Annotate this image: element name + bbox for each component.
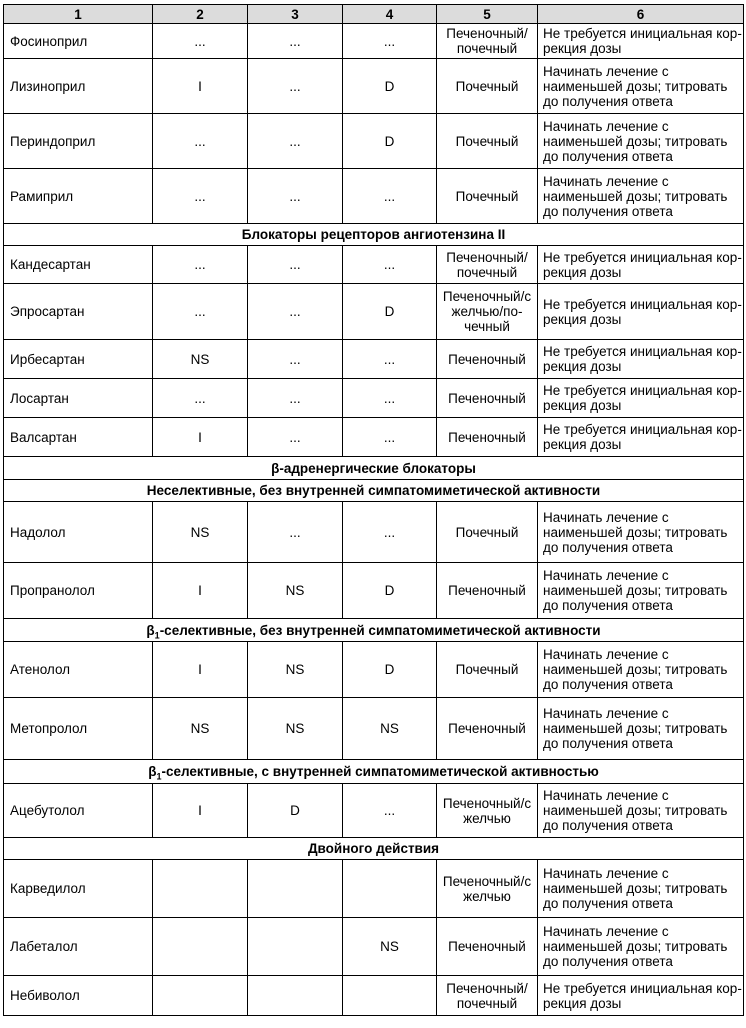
section-symbol: β bbox=[146, 622, 155, 638]
col3-cell: ... bbox=[248, 284, 343, 340]
section-title: Неселективные, без внутренней симпатомиметической активности bbox=[4, 480, 744, 502]
col3-cell: NS bbox=[248, 642, 343, 698]
col4-cell bbox=[343, 976, 437, 1016]
drug-name-cell: Рамиприл bbox=[4, 169, 153, 224]
col2-cell: ... bbox=[153, 284, 248, 340]
dosing-note-cell: Начинать лечение с наименьшей дозы; титровать до получения ответа bbox=[538, 860, 744, 918]
drug-name-cell: Ацебутолол bbox=[4, 784, 153, 838]
col3-cell: ... bbox=[248, 169, 343, 224]
col4-cell: ... bbox=[343, 169, 437, 224]
col2-cell: I bbox=[153, 784, 248, 838]
table-row bbox=[4, 502, 744, 563]
table-row bbox=[4, 698, 744, 760]
drug-name-cell: Кандесартан bbox=[4, 246, 153, 284]
col4-cell: ... bbox=[343, 418, 437, 457]
col4-cell: NS bbox=[343, 698, 437, 760]
col2-cell bbox=[153, 976, 248, 1016]
header-cell-1: 1 bbox=[4, 5, 153, 24]
table-row bbox=[4, 114, 744, 169]
col3-cell bbox=[248, 976, 343, 1016]
elimination-cell: Печеночный bbox=[437, 918, 538, 976]
table-body bbox=[4, 24, 744, 1016]
section-text: -селективные, с внутренней симпатомиметической активностью bbox=[161, 764, 599, 779]
drug-name-cell: Лосартан bbox=[4, 379, 153, 418]
elimination-cell: Печеночный bbox=[437, 379, 538, 418]
drug-name-cell: Атенолол bbox=[4, 642, 153, 698]
col2-cell: NS bbox=[153, 502, 248, 563]
drug-name-cell: Эпросартан bbox=[4, 284, 153, 340]
elimination-cell: Печеночный/ почечный bbox=[437, 976, 538, 1016]
elimination-cell: Печеночный bbox=[437, 698, 538, 760]
dosing-note-cell: Начинать лечение с наименьшей дозы; титровать до получения ответа bbox=[538, 169, 744, 224]
dosing-note-cell: Начинать лечение с наименьшей дозы; титровать до получения ответа bbox=[538, 642, 744, 698]
dosing-note-cell: Начинать лечение с наименьшей дозы; титровать до получения ответа bbox=[538, 114, 744, 169]
col3-cell: ... bbox=[248, 114, 343, 169]
section-title: Блокаторы рецепторов ангиотензина II bbox=[4, 224, 744, 246]
col2-cell: I bbox=[153, 563, 248, 619]
header-cell-6: 6 bbox=[538, 5, 744, 24]
drug-dosage-table bbox=[3, 4, 744, 1016]
col2-cell: I bbox=[153, 418, 248, 457]
col2-cell: ... bbox=[153, 114, 248, 169]
elimination-cell: Печеночный bbox=[437, 340, 538, 379]
col3-cell: ... bbox=[248, 379, 343, 418]
section-row bbox=[4, 838, 744, 860]
col2-cell: ... bbox=[153, 246, 248, 284]
section-subscript: 1 bbox=[154, 630, 160, 641]
elimination-cell: Почечный bbox=[437, 114, 538, 169]
elimination-cell: Почечный bbox=[437, 642, 538, 698]
section-row bbox=[4, 224, 744, 246]
drug-name-cell: Пропранолол bbox=[4, 563, 153, 619]
dosing-note-cell: Начинать лечение с наименьшей дозы; титровать до получения ответа bbox=[538, 563, 744, 619]
header-cell-4: 4 bbox=[343, 5, 437, 24]
section-title bbox=[4, 760, 744, 784]
col3-cell: ... bbox=[248, 418, 343, 457]
col3-cell: ... bbox=[248, 24, 343, 59]
drug-name-cell: Фосиноприл bbox=[4, 24, 153, 59]
header-cell-3: 3 bbox=[248, 5, 343, 24]
dosing-note-cell: Не требуется инициальная кор- рекция дозы bbox=[538, 284, 744, 340]
col2-cell: ... bbox=[153, 24, 248, 59]
col4-cell: D bbox=[343, 642, 437, 698]
drug-name-cell: Периндоприл bbox=[4, 114, 153, 169]
drug-name-cell: Ирбесартан bbox=[4, 340, 153, 379]
section-subscript: 1 bbox=[156, 771, 162, 782]
col3-cell bbox=[248, 918, 343, 976]
col4-cell: ... bbox=[343, 246, 437, 284]
dosing-note-cell: Не требуется инициальная кор- рекция дозы bbox=[538, 976, 744, 1016]
header-cell-5: 5 bbox=[437, 5, 538, 24]
col4-cell: ... bbox=[343, 502, 437, 563]
elimination-cell: Печеночный bbox=[437, 563, 538, 619]
elimination-cell: Печеночный/ почечный bbox=[437, 246, 538, 284]
dosing-note-cell: Начинать лечение с наименьшей дозы; титровать до получения ответа bbox=[538, 59, 744, 114]
elimination-cell: Печеночный/с желчью/по- чечный bbox=[437, 284, 538, 340]
col4-cell: D bbox=[343, 59, 437, 114]
dosing-note-cell: Не требуется инициальная кор- рекция дозы bbox=[538, 24, 744, 59]
col3-cell: ... bbox=[248, 59, 343, 114]
elimination-cell: Печеночный/с желчью bbox=[437, 784, 538, 838]
table-row bbox=[4, 563, 744, 619]
table-row bbox=[4, 860, 744, 918]
section-row bbox=[4, 760, 744, 784]
col3-cell: NS bbox=[248, 698, 343, 760]
col2-cell bbox=[153, 860, 248, 918]
dosing-note-cell: Не требуется инициальная кор- рекция дозы bbox=[538, 246, 744, 284]
col3-cell: D bbox=[248, 784, 343, 838]
table-row bbox=[4, 246, 744, 284]
drug-name-cell: Валсартан bbox=[4, 418, 153, 457]
dosing-note-cell: Не требуется инициальная кор- рекция дозы bbox=[538, 340, 744, 379]
col4-cell: ... bbox=[343, 379, 437, 418]
table-row bbox=[4, 918, 744, 976]
col4-cell: ... bbox=[343, 24, 437, 59]
elimination-cell: Печеночный/с желчью bbox=[437, 860, 538, 918]
col4-cell bbox=[343, 860, 437, 918]
section-row bbox=[4, 619, 744, 642]
header-cell-2: 2 bbox=[153, 5, 248, 24]
section-row bbox=[4, 480, 744, 502]
table-row bbox=[4, 24, 744, 59]
col2-cell: ... bbox=[153, 379, 248, 418]
drug-name-cell: Лабеталол bbox=[4, 918, 153, 976]
section-title bbox=[4, 619, 744, 642]
section-text: -селективные, без внутренней симпатомиметической активности bbox=[159, 622, 601, 638]
col3-cell: NS bbox=[248, 563, 343, 619]
drug-name-cell: Карведилол bbox=[4, 860, 153, 918]
table-row bbox=[4, 642, 744, 698]
table-row bbox=[4, 340, 744, 379]
col4-cell: D bbox=[343, 284, 437, 340]
col3-cell: ... bbox=[248, 340, 343, 379]
elimination-cell: Печеночный bbox=[437, 418, 538, 457]
dosing-note-cell: Начинать лечение с наименьшей дозы; титровать до получения ответа bbox=[538, 918, 744, 976]
table-row bbox=[4, 418, 744, 457]
col4-cell: NS bbox=[343, 918, 437, 976]
col4-cell: ... bbox=[343, 340, 437, 379]
col2-cell bbox=[153, 918, 248, 976]
drug-name-cell: Метопролол bbox=[4, 698, 153, 760]
elimination-cell: Печеночный/ почечный bbox=[437, 24, 538, 59]
drug-name-cell: Лизиноприл bbox=[4, 59, 153, 114]
section-symbol: β bbox=[148, 764, 157, 779]
col4-cell: ... bbox=[343, 784, 437, 838]
drug-name-cell: Надолол bbox=[4, 502, 153, 563]
dosing-note-cell: Начинать лечение с наименьшей дозы; титровать до получения ответа bbox=[538, 502, 744, 563]
col2-cell: I bbox=[153, 642, 248, 698]
elimination-cell: Почечный bbox=[437, 169, 538, 224]
col3-cell: ... bbox=[248, 502, 343, 563]
table-row bbox=[4, 59, 744, 114]
col2-cell: NS bbox=[153, 340, 248, 379]
col2-cell: NS bbox=[153, 698, 248, 760]
header-row bbox=[4, 5, 744, 24]
col3-cell: ... bbox=[248, 246, 343, 284]
table-row bbox=[4, 379, 744, 418]
col2-cell: I bbox=[153, 59, 248, 114]
dosing-note-cell: Начинать лечение с наименьшей дозы; титровать до получения ответа bbox=[538, 698, 744, 760]
dosing-note-cell: Не требуется инициальная кор- рекция дозы bbox=[538, 418, 744, 457]
table-row bbox=[4, 976, 744, 1016]
col3-cell bbox=[248, 860, 343, 918]
section-row bbox=[4, 457, 744, 480]
col2-cell: ... bbox=[153, 169, 248, 224]
table-row bbox=[4, 169, 744, 224]
elimination-cell: Почечный bbox=[437, 502, 538, 563]
table-row bbox=[4, 284, 744, 340]
table-row bbox=[4, 784, 744, 838]
col4-cell: D bbox=[343, 114, 437, 169]
section-title: Двойного действия bbox=[4, 838, 744, 860]
section-title: β-адренергические блокаторы bbox=[4, 457, 744, 480]
col4-cell: D bbox=[343, 563, 437, 619]
drug-name-cell: Небиволол bbox=[4, 976, 153, 1016]
dosing-note-cell: Начинать лечение с наименьшей дозы; титровать до получения ответа bbox=[538, 784, 744, 838]
elimination-cell: Почечный bbox=[437, 59, 538, 114]
dosing-note-cell: Не требуется инициальная кор- рекция дозы bbox=[538, 379, 744, 418]
